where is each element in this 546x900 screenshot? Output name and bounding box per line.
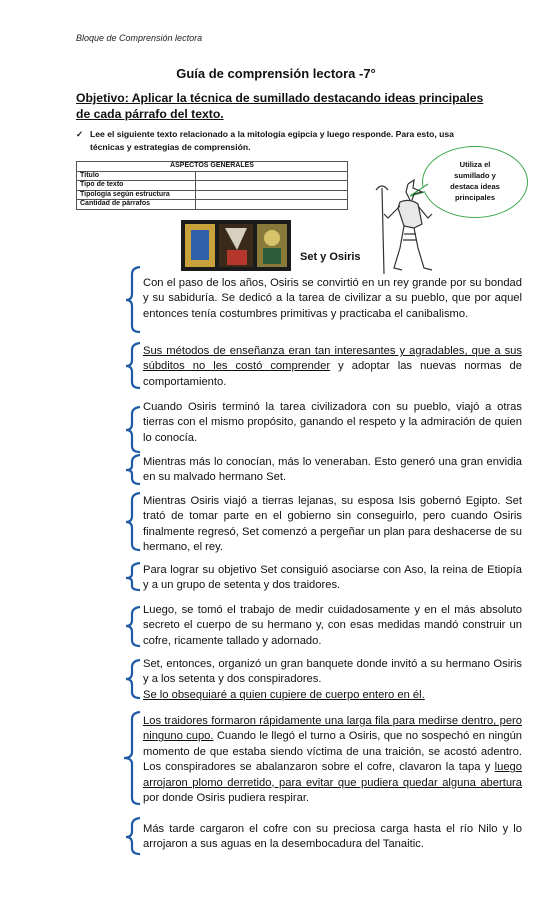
paragraph	[143, 494, 522, 556]
paragraph-text: Mientras Osiris viajó a tierras lejanas, su esposa Isis gobernó Egipto. Set trató de tomar parte en el gobierno sin conseguirlo, pero cuando Osiris finalmente regresó, Set comenzó a pergeñar un plan para deshacerse de su hermano, el rey.	[143, 495, 522, 554]
paragraph	[143, 822, 522, 853]
instruction-text: Lee el siguiente texto relacionado a la mitología egipcia y luego responde. Para esto, usa técnicas y estrategias de comprensión.	[90, 129, 454, 152]
check-icon: ✓	[76, 129, 84, 139]
paragraph	[143, 276, 522, 322]
page-title: Guía de comprensión lectora -7°	[176, 66, 376, 81]
paragraph	[143, 603, 522, 649]
paragraph-underlined: luego arrojaron plomo derretido, para evitar que pudiera quedar alguna abertura	[143, 761, 522, 789]
paragraph-text: Luego, se tomó el trabajo de medir cuidadosamente y en el más absoluto secreto el cuerpo de su hermano y, con esas medidas mandó construir un cofre, ricamente tallado y adornado.	[143, 604, 522, 647]
tip-bubble: Utiliza el sumillado y destaca ideas principales	[422, 146, 528, 218]
paragraph-underlined: Los traidores formaron rápidamente una larga fila para medirse dentro, pero ninguno cupo.	[143, 715, 522, 743]
bracket-mark	[126, 660, 140, 698]
paragraph	[143, 657, 522, 703]
paragraph-text: Set, entonces, organizó un gran banquete donde invitó a su hermano Osiris y a los setenta y dos conspiradores.	[143, 658, 522, 686]
paragraph	[143, 714, 522, 806]
bracket-mark	[126, 455, 140, 484]
paragraph-text: Cuando Osiris terminó la tarea civilizadora con su pueblo, viajó a otras tierras con el mismo propósito, ganando el respeto y la admiración de quien lo conocía.	[143, 401, 522, 444]
bracket-mark	[126, 407, 140, 452]
paragraph-underlined: Sus métodos de enseñanza eran tan interesantes y agradables, que a sus súbditos no les costó comprender	[143, 345, 522, 373]
paragraph-text: Más tarde cargaron el cofre con su preciosa carga hasta el río Nilo y lo arrojaron a sus aguas en la desembocadura del Tanaitic.	[143, 823, 522, 851]
paragraph-text: Mientras más lo conocían, más lo veneraban. Esto generó una gran envidia en su malvado hermano Set.	[143, 456, 522, 484]
aspects-row-label: Tipo de texto	[77, 181, 196, 191]
bracket-mark	[126, 493, 140, 550]
paragraph-text: Cuando le llegó el turno a Osiris, que no sospechó en ningún momento de que estaba siendo víctima de una traición, se acostó adentro. Los conspiradores se abalanzaron sobre el cofre, clavaron la tapa y	[143, 730, 523, 774]
paragraph-underlined: Se lo obsequiaré a quien cupiere de cuerpo entero en él.	[143, 688, 425, 701]
story-title: Set y Osiris	[300, 251, 361, 263]
bracket-mark	[126, 818, 140, 854]
paragraph	[143, 400, 522, 446]
bracket-mark	[126, 607, 140, 646]
aspects-row-label: Título	[77, 171, 196, 181]
paragraph-text: Para lograr su objetivo Set consiguió asociarse con Aso, la reina de Etiopía y a un grupo de setenta y dos traidores.	[143, 564, 522, 592]
bracket-mark	[126, 343, 140, 388]
paragraph-text: por donde Osiris pudiera respirar.	[143, 792, 310, 805]
bracket-mark	[126, 563, 140, 590]
paragraph-text: Con el paso de los años, Osiris se convirtió en un rey grande por su bondad y su sabiduría. Se dedicó a la tarea de civilizar a su pueblo, que por aquel entonces tenía costumbres primitivas y practicaba el canibalismo.	[143, 277, 522, 320]
paragraph	[143, 563, 522, 594]
aspects-row-label: Cantidad de párrafos	[77, 200, 196, 210]
aspects-table-header: ASPECTOS GENERALES	[77, 162, 348, 172]
bracket-mark	[124, 712, 140, 804]
bracket-mark	[126, 267, 140, 332]
paragraph	[143, 344, 522, 390]
objective-text: Objetivo: Aplicar la técnica de sumillado destacando ideas principales de cada párrafo del texto.	[76, 91, 484, 121]
page-header: Bloque de Comprensión lectora	[76, 33, 203, 43]
paragraph-text: y adoptar las nuevas normas de comportamiento.	[143, 360, 522, 388]
paragraph	[143, 455, 522, 486]
aspects-row-label: Tipología según estructura	[77, 190, 196, 200]
